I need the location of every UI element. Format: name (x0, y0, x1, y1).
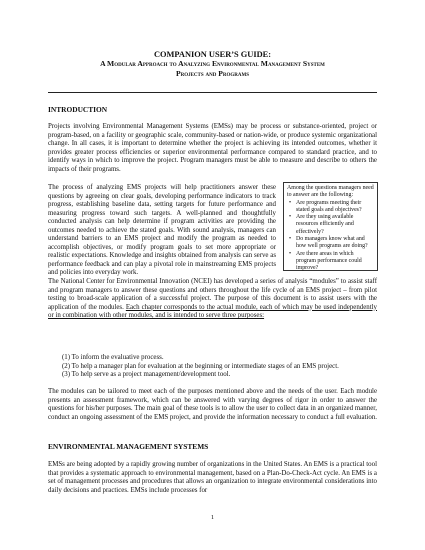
intro-paragraph-3-underlined: Each chapter corresponds to the actual module, each of which may be used independently or in combination with other modules, and is intended to serve three purposes: (48, 303, 377, 320)
purpose-item: (3) To help serve as a project management/development tool. (62, 371, 231, 378)
ems-heading: ENVIRONMENTAL MANAGEMENT SYSTEMS (48, 442, 209, 451)
intro-heading: INTRODUCTION (48, 105, 108, 114)
purpose-item: (1) To inform the evaluative process. (62, 354, 164, 361)
page-number: 1 (210, 514, 215, 521)
intro-paragraph-4: The modules can be tailored to meet each of the purposes mentioned above and the needs of the user. Each module presents an assessment framework, which can be answered with varying degrees of rigor in order to answer the questions for his/her purposes. The main goal of these tools is to allow the user to collect data in an organized manner, conduct an ongoing assessment of the EMS project, and provide the information necessary to conduct a full evaluation. (48, 388, 377, 421)
intro-paragraph-2: The process of analyzing EMS projects will help practitioners answer these questions by agreeing on clear goals, developing performance indicators to track progress, establishing baseline data, setting targets for future performance and measuring progress toward such targets. A well-planned and thoughtfully conducted analysis can help determine if program activities are providing the outcomes needed to achieve the stated goals. With sound analysis, managers can understand barriers to an EMS project and modify the program as needed to accomplish objectives, or modify program goals to set more appropriate or realistic expectations. Knowledge and insights obtained from analysis can serve as performance feedback and can play a pivotal role in mainstreaming EMS projects and policies into everyday work. (48, 184, 276, 277)
ems-paragraph-1: EMSs are being adopted by a rapidly growing number of organizations in the United States. An EMS is a practical tool that provides a systematic approach to environmental management, based on a Plan-Do-Check-Act cycle. An EMS is a set of management processes and procedures that allows an organization to integrate environmental considerations into daily decisions and practices. EMSs include processes for (48, 461, 377, 494)
guide-title: COMPANION USER’S GUIDE: (153, 50, 272, 59)
questions-sidebar (283, 182, 378, 271)
guide-subtitle-line2: Projects and Programs (175, 68, 250, 78)
sidebar-question-list (287, 200, 374, 273)
purpose-list (62, 354, 339, 380)
sidebar-question: • Do managers know what and how well programs are doing? (296, 236, 374, 251)
purpose-item: (2) To help a manager plan for evaluation at the beginning or intermediate stages of an EMS project. (62, 362, 339, 370)
intro-paragraph-1: Projects involving Environmental Management Systems (EMSs) may be process or substance-oriented, project or program-based, on a facility or geographic scale, community-based or nation-wide, or produce systemic organizational change. In all cases, it is important to determine whether the project is achieving its intended outcomes, whether it provides greater process efficiencies or superior environmental performance compared to standard practice, and to identify ways in which to improve the project. Program managers must be able to measure and describe to others the impacts of their programs. (48, 123, 377, 173)
guide-subtitle: A Modular Approach to Analyzing Environmental Management System (100, 59, 325, 69)
sidebar-question: • Are they using available resources efficiently and effectively? (296, 214, 374, 236)
sidebar-intro: Among the questions managers need to answer are the following: (287, 185, 374, 199)
sidebar-question: • Are there areas in which program performance could improve? (296, 251, 374, 273)
top-divider (48, 92, 377, 93)
intro-paragraph-3 (48, 278, 377, 321)
title-block (40, 50, 385, 78)
sidebar-question: • Are programs meeting their stated goals and objectives? (296, 200, 374, 215)
intro-paragraph-3-text: The National Center for Environmental Innovation (NCEI) has developed a series of analysis “modules” to assist staff and program managers to answer these questions and others throughout the life cycle of an EMS project – from pilot testing to broad-scale application of a successful project. The purpose of this document is to assist users with the application of the modules. (48, 278, 377, 311)
